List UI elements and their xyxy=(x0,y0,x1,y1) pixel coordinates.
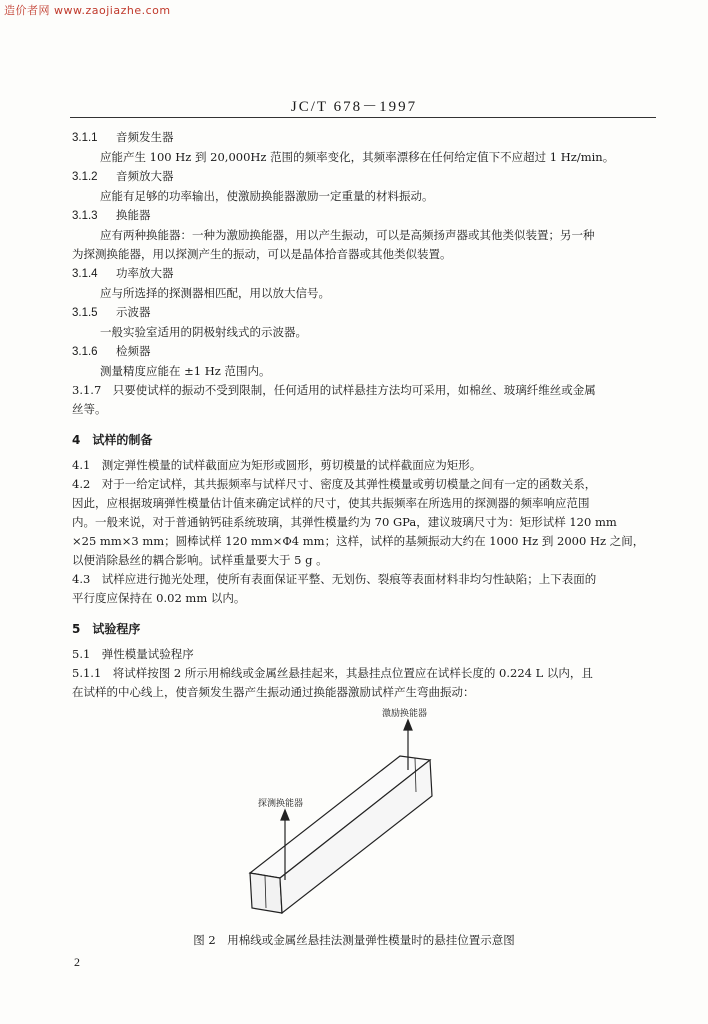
figure-2-diagram xyxy=(230,708,460,928)
paragraph-4-2 xyxy=(72,475,652,570)
subsection-text: 应与所选择的探测器相匹配，用以放大信号。 xyxy=(100,286,330,300)
subsection-title: 换能器 xyxy=(116,208,151,222)
paragraph-line: 平行度应保持在 0.02 mm 以内。 xyxy=(72,591,246,605)
subsection-text: 应有两种换能器：一种为激励换能器，用以产生振动，可以是高频扬声器或其他类似装置；另一种 xyxy=(100,228,595,242)
section-4-heading: 4 试样的制备 xyxy=(72,433,153,447)
paragraph-line: 5.1.1 将试样按图 2 所示用棉线或金属丝悬挂起来，其悬挂点位置应在试样长度的 0.224 L 以内，且 xyxy=(72,666,593,680)
paragraph-line: 因此，应根据玻璃弹性模量估计值来确定试样的尺寸，使其共振频率在所选用的探测器的频率响应范围 xyxy=(72,496,590,510)
section-5-heading: 5 试验程序 xyxy=(72,622,141,636)
excite-transducer-label: 激励换能器 xyxy=(382,709,428,719)
subsection-text: 一般实验室适用的阴极射线式的示波器。 xyxy=(100,325,307,339)
watermark: 造价者网 www.zaojiazhe.com xyxy=(4,4,171,17)
subsection-heading xyxy=(72,264,652,284)
subsection-heading xyxy=(72,206,652,226)
subsection-heading xyxy=(72,128,652,148)
subsection-text: 应能有足够的功率输出，使激励换能器激励一定重量的材料振动。 xyxy=(100,189,434,203)
standard-number: JC/T 678－1997 xyxy=(290,99,418,115)
paragraph-line: 丝等。 xyxy=(72,402,107,416)
subsection-heading xyxy=(72,342,652,362)
page-number: 2 xyxy=(74,955,80,969)
detect-transducer-label: 探测换能器 xyxy=(258,799,304,809)
paragraph-line: 3.1.7 只要使试样的振动不受到限制，任何适用的试样悬挂方法均可采用，如棉丝、玻璃纤维丝或金属 xyxy=(72,383,596,397)
subsection-number: 3.1.1 xyxy=(72,132,98,144)
subsection-text: 应能产生 100 Hz 到 20,000Hz 范围的频率变化，其频率漂移在任何给定值下不应超过 1 Hz/min。 xyxy=(100,150,615,164)
figure-caption: 图 2 用棉线或金属丝悬挂法测量弹性模量时的悬挂位置示意图 xyxy=(193,933,515,947)
paragraph-3-1-7 xyxy=(72,381,652,419)
paragraph-4-3 xyxy=(72,570,652,608)
paragraph-5-1: 5.1 弹性模量试验程序 xyxy=(72,647,194,661)
subsection-number: 3.1.6 xyxy=(72,346,98,358)
subsection-number: 3.1.3 xyxy=(72,210,98,222)
subsection-title: 检频器 xyxy=(116,344,151,358)
specimen-bar xyxy=(250,756,432,913)
subsection-heading xyxy=(72,303,652,323)
paragraph-line: ×25 mm×3 mm；圆棒试样 120 mm×Φ4 mm；这样，试样的基频振动大约在 1000 Hz 到 2000 Hz 之间， xyxy=(72,534,645,548)
paragraph-4-1: 4.1 测定弹性模量的试样截面应为矩形或圆形，剪切模量的试样截面应为矩形。 xyxy=(72,458,482,472)
subsection-text: 测量精度应能在 ±1 Hz 范围内。 xyxy=(100,364,271,378)
subsection-heading xyxy=(72,167,652,187)
body-text xyxy=(72,128,652,702)
paragraph-line: 以便消除悬丝的耦合影响。试样重量要大于 5 g 。 xyxy=(72,553,328,567)
section-3-1-list xyxy=(72,128,652,381)
subsection-title: 音频放大器 xyxy=(116,169,174,183)
subsection-number: 3.1.2 xyxy=(72,171,98,183)
suspended-specimen-drawing xyxy=(230,708,460,928)
subsection-title: 音频发生器 xyxy=(116,130,174,144)
paragraph-line: 4.3 试样应进行抛光处理，使所有表面保证平整、无划伤、裂痕等表面材料非均匀性缺陷；上下表面的 xyxy=(72,572,597,586)
paragraph-line: 在试样的中心线上，使音频发生器产生振动通过换能器激励试样产生弯曲振动： xyxy=(72,685,475,699)
subsection-title: 功率放大器 xyxy=(116,266,174,280)
subsection-number: 3.1.4 xyxy=(72,268,98,280)
subsection-text: 为探测换能器，用以探测产生的振动，可以是晶体拾音器或其他类似装置。 xyxy=(72,247,452,261)
subsection-title: 示波器 xyxy=(116,305,151,319)
paragraph-line: 内。一般来说，对于普通钠钙硅系统玻璃，其弹性模量约为 70 GPa，建议玻璃尺寸为：矩形试样 120 mm xyxy=(72,515,617,529)
paragraph-line: 4.2 对于一给定试样，其共振频率与试样尺寸、密度及其弹性模量或剪切模量之间有一定的函数关系， xyxy=(72,477,597,491)
header-rule xyxy=(70,117,656,118)
paragraph-5-1-1 xyxy=(72,664,652,702)
subsection-number: 3.1.5 xyxy=(72,307,98,319)
